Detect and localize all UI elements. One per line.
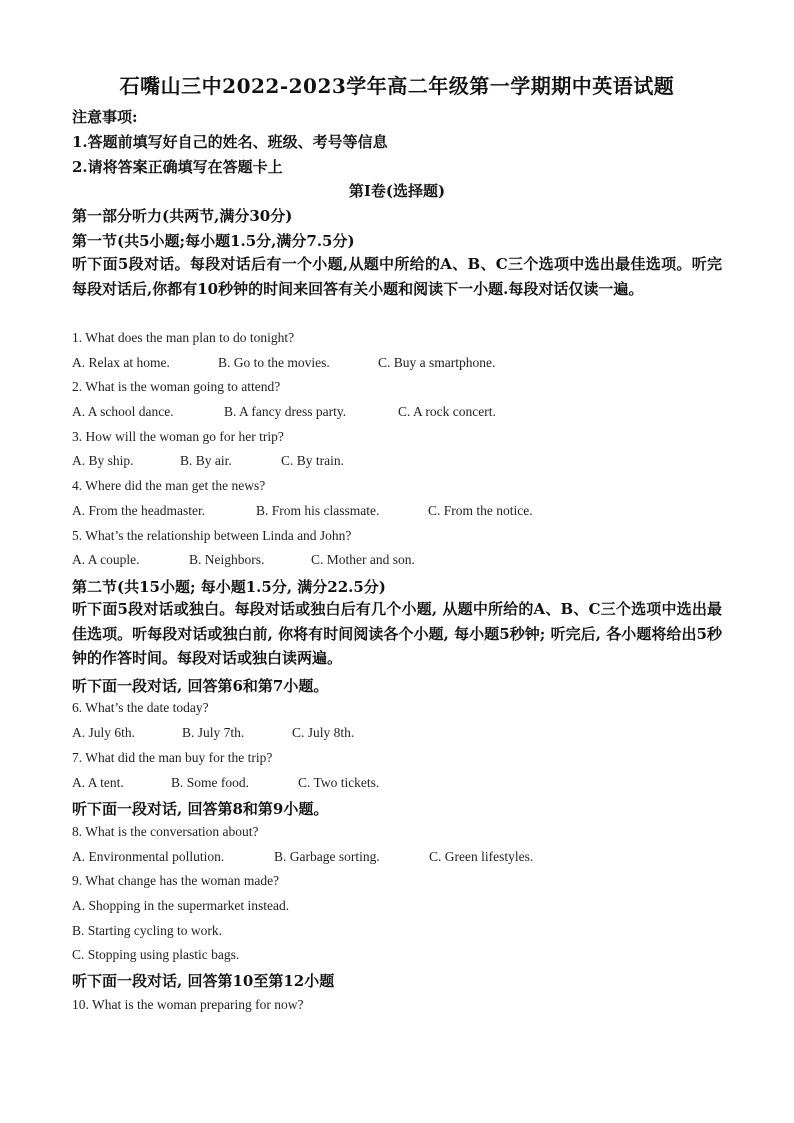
option-a: A. July 6th. [72,725,136,740]
option-b: B. A fancy dress party. [224,404,347,419]
question-options [72,849,533,865]
question-text: 3. How will the woman go for her trip? [72,429,284,444]
option-a: A. Shopping in the supermarket instead. [72,898,290,913]
question-text: 4. Where did the man get the news? [72,478,266,493]
part1-title: 第一部分听力(共两节,满分30分) [72,207,293,225]
option-c: C. Two tickets. [298,775,380,790]
group-title: 听下面一段对话, 回答第8和第9小题。 [72,800,329,818]
section1-title: 第一节(共5小题;每小题1.5分,满分7.5分) [72,232,355,250]
question-options [72,453,344,469]
option-a: A. A couple. [72,552,140,567]
option-b: B. Starting cycling to work. [72,923,222,938]
option-a: A. Relax at home. [72,355,170,370]
group-title: 听下面一段对话, 回答第10至第12小题 [72,972,335,990]
question-options [72,725,354,741]
option-a: A. A tent. [72,775,124,790]
option-b: B. By air. [180,453,232,468]
question-text: 2. What is the woman going to attend? [72,379,281,394]
note-item: 2.请将答案正确填写在答题卡上 [72,158,283,176]
section2-instructions: 听下面5段对话或独白。每段对话或独白后有几个小题, 从题中所给的A、B、C三个选项中选出最佳选项。听每段对话或独白前, 你将有时间阅读各个小题, 每小题5秒钟; 听完后, 各小题将给出5秒钟的作答时间。每段对话或独白读两遍。 [72,600,722,667]
option-c: C. July 8th. [292,725,355,740]
question-text: 9. What change has the woman made? [72,873,280,888]
option-c: C. From the notice. [428,503,533,518]
question-text: 5. What’s the relationship between Linda and John? [72,528,352,543]
question-text: 6. What’s the date today? [72,700,209,715]
option-c: C. By train. [281,453,344,468]
option-a: A. By ship. [72,453,134,468]
option-a: A. Environmental pollution. [72,849,225,864]
note-item: 1.答题前填写好自己的姓名、班级、考号等信息 [72,133,388,151]
option-c: C. Stopping using plastic bags. [72,947,240,962]
question-options [72,552,415,568]
question-text: 8. What is the conversation about? [72,824,259,839]
exam-title: 石嘴山三中2022-2023学年高二年级第一学期期中英语试题 [119,74,675,98]
option-b: B. Neighbors. [189,552,265,567]
group-title: 听下面一段对话, 回答第6和第7小题。 [72,677,329,695]
question-options [72,355,495,371]
question-text: 1. What does the man plan to do tonight? [72,330,295,345]
option-b: B. July 7th. [182,725,245,740]
volume-title: 第Ⅰ卷(选择题) [348,182,446,200]
option-c: C. Buy a smartphone. [378,355,496,370]
section1-instructions: 听下面5段对话。每段对话后有一个小题,从题中所给的A、B、C三个选项中选出最佳选项。听完每段对话后,你都有10秒钟的时间来回答有关小题和阅读下一小题.每段对话仅读一遍。 [72,255,722,298]
option-b: B. Go to the movies. [218,355,330,370]
option-b: B. Garbage sorting. [274,849,380,864]
option-c: C. Mother and son. [311,552,415,567]
question-text: 10. What is the woman preparing for now? [72,997,304,1012]
option-b: B. Some food. [171,775,250,790]
section2-title: 第二节(共15小题; 每小题1.5分, 满分22.5分) [72,578,386,596]
option-c: C. Green lifestyles. [429,849,534,864]
option-a: A. A school dance. [72,404,174,419]
question-options [72,775,379,791]
option-a: A. From the headmaster. [72,503,206,518]
question-options [72,503,533,519]
question-options [72,404,496,420]
option-c: C. A rock concert. [398,404,496,419]
notes-heading: 注意事项: [72,108,138,126]
question-text: 7. What did the man buy for the trip? [72,750,273,765]
option-b: B. From his classmate. [256,503,380,518]
